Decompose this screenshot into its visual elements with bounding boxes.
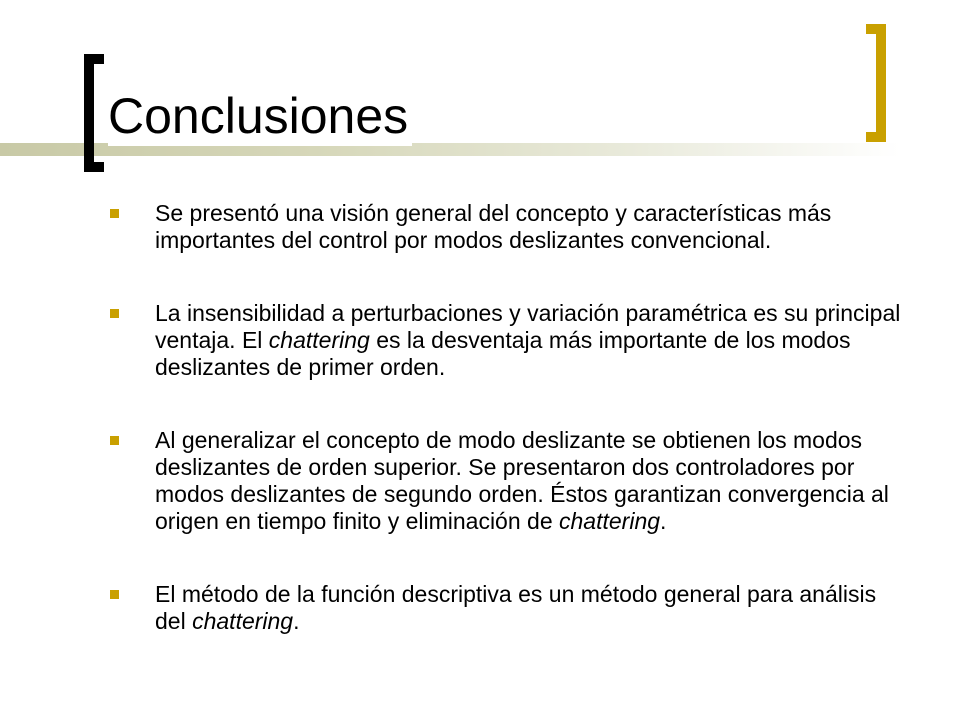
bullet-text-italic-part: chattering: [559, 508, 661, 534]
bullet-item: [104, 581, 904, 635]
bullet-text-part: .: [293, 608, 300, 634]
bullet-text-part: Se presentó una visión general del concepto y características más importantes del control por modos deslizantes convencional.: [155, 200, 832, 253]
bullet-text: [155, 200, 831, 253]
right-bracket-decoration: [866, 24, 886, 142]
square-bullet-icon: [110, 436, 119, 445]
bullet-text-italic-part: chattering: [268, 327, 370, 353]
bullet-text: [155, 300, 900, 380]
bullet-item: [104, 200, 904, 254]
bullet-text-part: .: [660, 508, 667, 534]
square-bullet-icon: [110, 590, 119, 599]
bullet-text-part: es la desventaja más importante de los modos deslizantes de primer orden.: [155, 327, 851, 380]
slide-title: Conclusiones: [108, 88, 412, 146]
bullet-list: [104, 200, 904, 635]
bullet-text: [155, 581, 876, 634]
square-bullet-icon: [110, 309, 119, 318]
bullet-text: [155, 427, 889, 534]
bullet-item: [104, 300, 904, 381]
square-bullet-icon: [110, 209, 119, 218]
bullet-text-part: La insensibilidad a perturbaciones y variación paramétrica es su principal ventaja. El: [155, 300, 901, 353]
bullet-text-part: Al generalizar el concepto de modo deslizante se obtienen los modos deslizantes de orden superior. Se presentaron dos controladores por modos deslizantes de segundo orden. Éstos garantizan convergencia al origen en tiempo finito y eliminación de: [155, 427, 889, 534]
bullet-text-italic-part: chattering: [192, 608, 294, 634]
bullet-item: [104, 427, 904, 535]
bullet-text-part: El método de la función descriptiva es un método general para análisis del: [155, 581, 877, 634]
left-bracket-decoration: [84, 54, 104, 172]
